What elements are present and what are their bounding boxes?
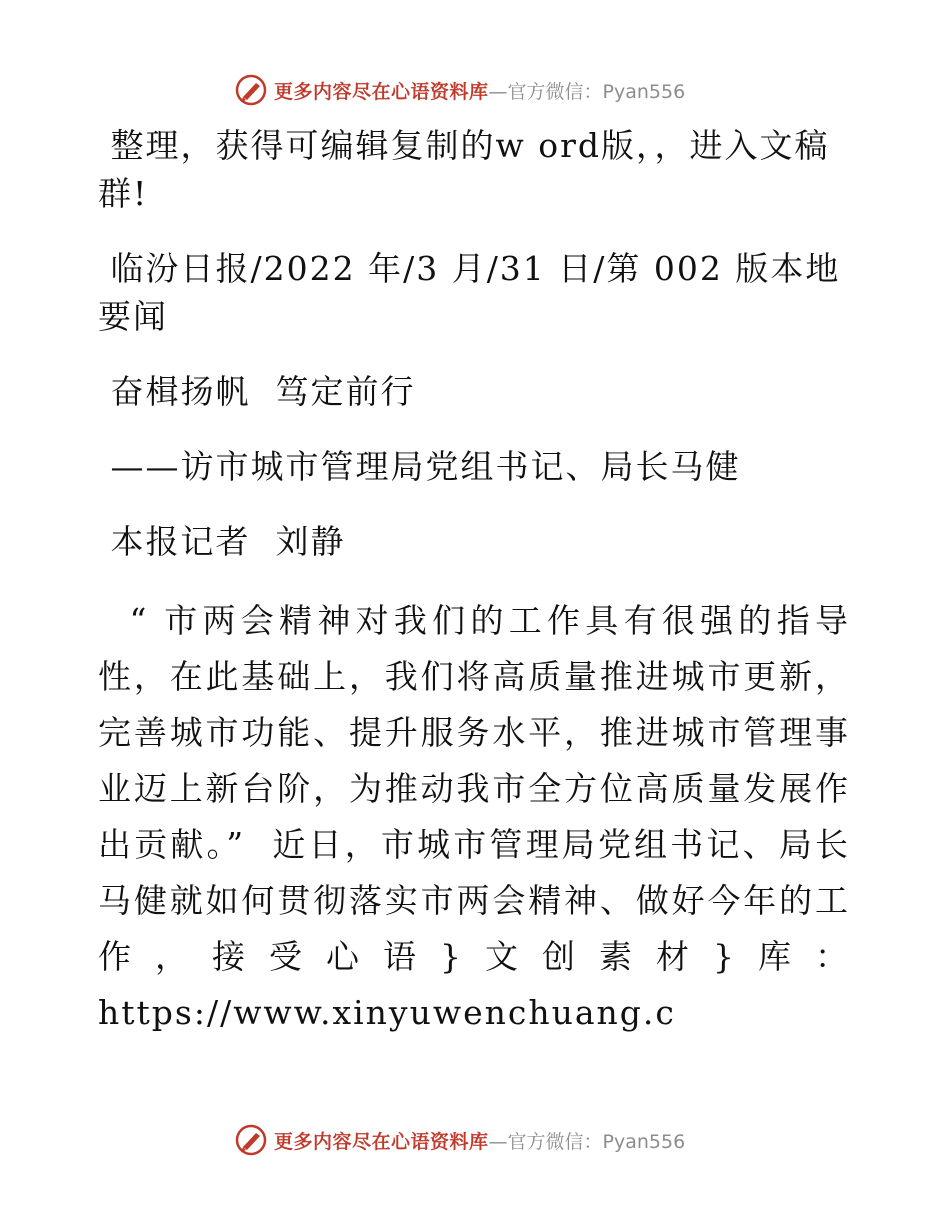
watermark-contact-text: —官方微信：Pyan556 — [488, 80, 686, 103]
article-paragraph: “ 市两会精神对我们的工作具有很强的指导性，在此基础上，我们将高质量推进城市更新，完善城市功能、提升服务水平，推进城市管理事业迈上新台阶，为推动我市全方位高质量发展作出贡献。” 近日，市城市管理局党组书记、局长马健就如何贯彻落实市两会精神、做好今年的工作，接受心语}文创素材}库：https://www.xinyuwenchuang.c — [98, 601, 850, 1032]
source-line: 临汾日报/2022 年/3 月/31 日/第 002 版本地要闻 — [98, 249, 841, 336]
watermark-main-text: 更多内容尽在心语资料库 — [274, 1130, 489, 1153]
pen-logo-icon — [234, 73, 268, 107]
pen-logo-icon — [234, 1123, 268, 1157]
article-subtitle: ——访市城市管理局党组书记、局长马健 — [98, 447, 741, 486]
header-watermark — [234, 72, 685, 108]
document-body — [98, 122, 850, 1041]
watermark-contact-text: —官方微信：Pyan556 — [488, 1130, 686, 1153]
intro-line: 整理，获得可编辑复制的w ord版，，进入文稿群! — [98, 126, 830, 213]
footer-watermark — [234, 1122, 685, 1158]
watermark-main-text: 更多内容尽在心语资料库 — [274, 80, 489, 103]
article-byline: 本报记者 刘静 — [98, 522, 346, 561]
article-headline: 奋楫扬帆 笃定前行 — [98, 372, 416, 411]
